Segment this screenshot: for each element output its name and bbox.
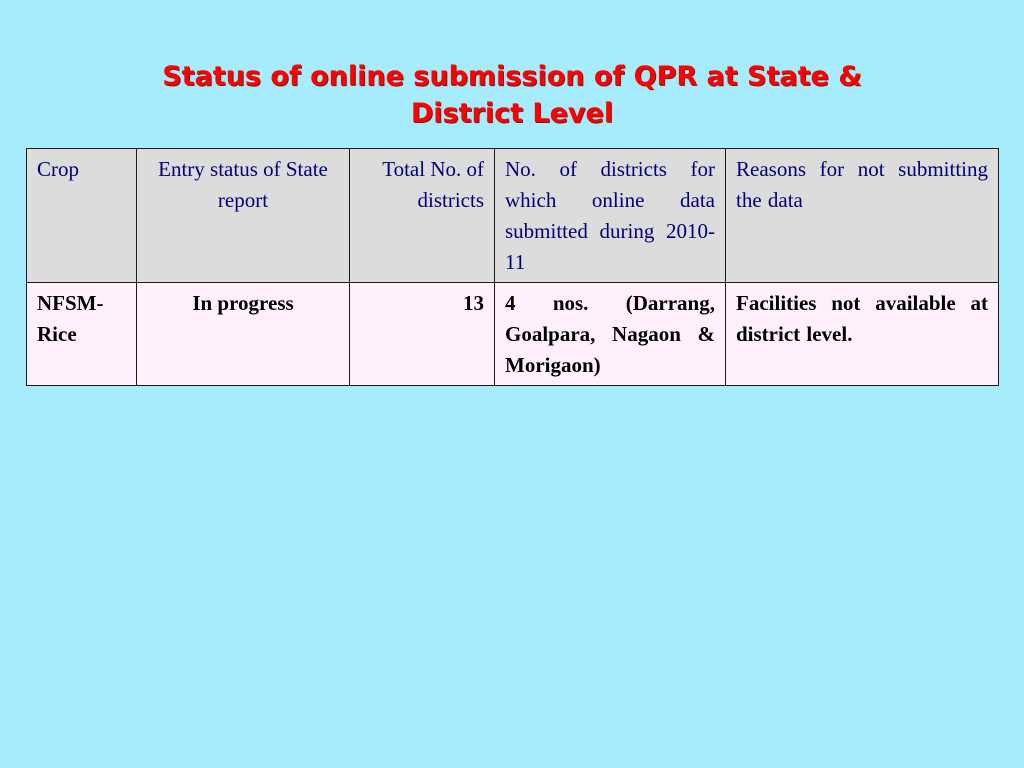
slide-title <box>0 58 1024 132</box>
cell-reasons: Facilities not available at district level. <box>726 283 999 386</box>
header-districts-submitted: No. of districts for which online data submitted during 2010-11 <box>495 149 726 283</box>
table-row <box>27 283 999 386</box>
header-reasons: Reasons for not submitting the data <box>726 149 999 283</box>
header-crop: Crop <box>27 149 137 283</box>
cell-crop: NFSM-Rice <box>27 283 137 386</box>
cell-total-districts: 13 <box>350 283 495 386</box>
slide-title-line-1: Status of online submission of QPR at State & <box>162 61 862 92</box>
cell-districts-submitted: 4 nos. (Darrang, Goalpara, Nagaon & Morigaon) <box>495 283 726 386</box>
cell-entry-status: In progress <box>137 283 350 386</box>
qpr-status-table <box>26 148 999 386</box>
header-entry-status: Entry status of State report <box>137 149 350 283</box>
table-header-row <box>27 149 999 283</box>
slide-title-line-2: District Level <box>410 98 614 129</box>
table-body <box>27 283 999 386</box>
table-header <box>27 149 999 283</box>
header-total-districts: Total No. of districts <box>350 149 495 283</box>
